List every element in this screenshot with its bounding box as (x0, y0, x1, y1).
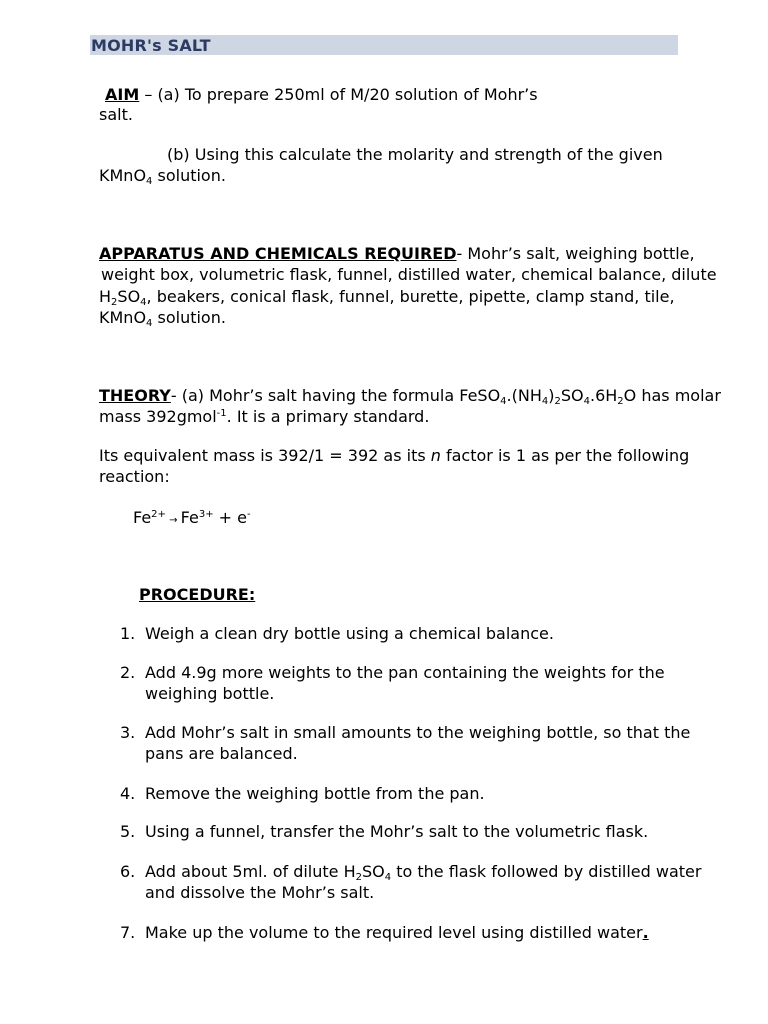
apparatus-line-1: APPARATUS AND CHEMICALS REQUIRED- Mohr’s salt, weighing bottle, (99, 244, 695, 263)
reaction-arrow: → (165, 515, 181, 526)
aim-b-line-2: KMnO$_4$ solution. (99, 166, 226, 187)
apparatus-line-4: KMnO$_4$ solution. (99, 308, 226, 329)
reaction-equation: $Fe^{2+} \to Fe^{3+} + e^-$ (133, 508, 251, 527)
aim-b-line-1: (b) Using this calculate the molarity and strength of the given (167, 145, 663, 164)
aim-label: AIM (105, 85, 140, 104)
theory-label: THEORY (99, 386, 171, 405)
aim-line-1 (105, 85, 538, 105)
apparatus-label: APPARATUS AND CHEMICALS REQUIRED (99, 244, 457, 263)
procedure-heading: PROCEDURE: (139, 585, 256, 604)
equivalent-mass-line-1: Its equivalent mass is 392/1 = 392 as its n factor is 1 as per the following (99, 446, 690, 465)
page-title: MOHR's SALT (91, 36, 211, 55)
apparatus-line-3: $H_2SO_4$, beakers, conical flask, funnel, burette, pipette, clamp stand, tile, (99, 287, 675, 308)
title-bar (90, 35, 678, 55)
apparatus-line-2: weight box, volumetric flask, funnel, distilled water, chemical balance, dilute (101, 265, 717, 284)
equivalent-mass-line-2: reaction: (99, 467, 170, 486)
theory-line-1: THEORY- (a) Mohr’s salt having the formula $FeSO_4.(NH_4)_2SO_4.6H_2O$ has molar (99, 386, 721, 407)
theory-line-2: mass 392gmol$^{-1}$. It is a primary standard. (99, 407, 430, 426)
aim-line-2: salt. (99, 105, 133, 124)
aim-a-text: – (a) To prepare 250ml of M/20 solution of Mohr’s (139, 85, 538, 104)
document-page: MOHR's SALT AIM – (a) To prepare 250ml of M/20 solution of Mohr’s salt. (b) Using this calculate the molarity and strength of the given KMnO$_4$ solution. APPARATUS AND CHEMICALS REQUIRED- Mohr’s salt, weighing bottle, weight box, volumetric flask, funnel, distilled water, chemical balance, dilute $H_2SO_4$, beakers, conical flask, funnel, burette, pipette, clamp stand, tile, KMnO$_4$ solution. THEORY- (a) Mohr’s salt having the formula $FeSO_4.(NH_4)_2SO_4.6H_2O$ has molar mass 392gmol$^{-1}$. It is a primary standard. Its equivalent mass is 392/1 = 392 as its n factor is 1 as per the following reaction: $Fe^{2+} \to Fe^{3+} + e^-$ PROCEDURE: 1. Weigh a clean dry bottle using a chemical balance. 2. Add 4.9g more weights to the pan containing the weights for the weighing bottle. 3. Add Mohr’s salt in small amounts to the weighing bottle, so that the pans are balanced. 4. Remove the weighing bottle from the pan. 5. Using a funnel, transfer the Mohr’s salt to the volumetric flask. 6. Add about 5ml. of dilute $H_2SO_4$ to the flask followed by distilled water and dissolve the Mohr’s salt. 7. Make up the volume to the required level using distilled water. (91, 36, 721, 942)
